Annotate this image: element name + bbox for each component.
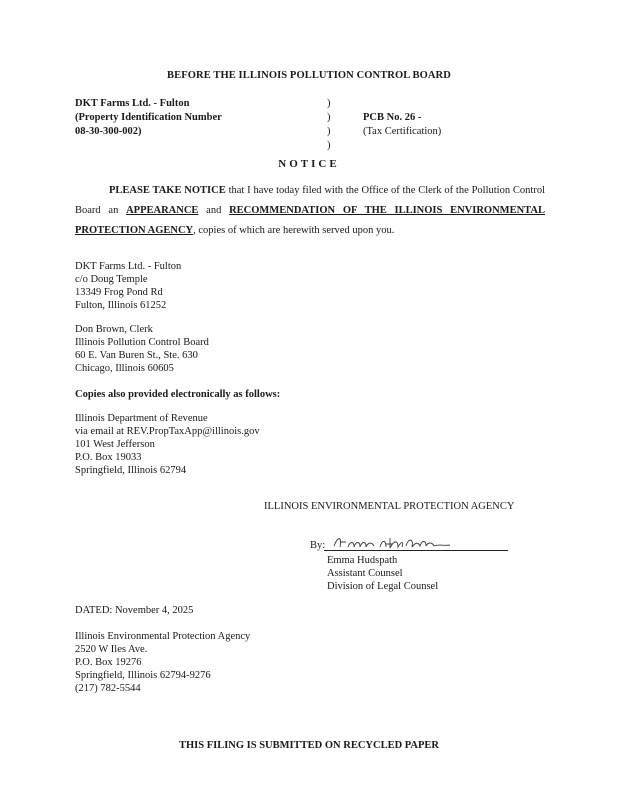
address-line: Illinois Environmental Protection Agency (75, 631, 251, 642)
caption-paren: ) (327, 126, 331, 137)
address-line: Fulton, Illinois 61252 (75, 300, 167, 311)
dated-line: DATED: November 4, 2025 (75, 605, 194, 616)
notice-and: and (198, 205, 230, 216)
notice-lead: PLEASE TAKE NOTICE (109, 185, 226, 196)
address-line: 2520 W Iles Ave. (75, 644, 148, 655)
address-line: (217) 782-5544 (75, 683, 141, 694)
board-heading: BEFORE THE ILLINOIS POLLUTION CONTROL BOARD (167, 70, 451, 81)
address-line: Springfield, Illinois 62794 (75, 465, 187, 476)
signer-line: Emma Hudspath (327, 555, 398, 566)
caption-case-info (363, 111, 441, 139)
address-line: Chicago, Illinois 60605 (75, 363, 174, 374)
signer-block (327, 554, 438, 593)
address-line: 60 E. Van Buren St., Ste. 630 (75, 350, 198, 361)
address-line: Illinois Department of Revenue (75, 413, 208, 424)
copies-heading: Copies also provided electronically as follows: (75, 389, 281, 400)
caption-party-line: DKT Farms Ltd. - Fulton (75, 98, 190, 109)
notice-title: NOTICE (278, 158, 340, 170)
recipient-address (75, 260, 181, 312)
signer-line: Assistant Counsel (327, 568, 403, 579)
case-number: PCB No. 26 - (363, 112, 422, 123)
caption-party-line: 08-30-300-002) (75, 126, 142, 137)
address-line: Don Brown, Clerk (75, 324, 153, 335)
case-type: (Tax Certification) (363, 126, 442, 137)
address-line: DKT Farms Ltd. - Fulton (75, 261, 182, 272)
sender-address (75, 630, 250, 695)
recycled-paper-footer: THIS FILING IS SUBMITTED ON RECYCLED PAPER (178, 740, 440, 751)
clerk-address (75, 323, 209, 375)
address-line: Springfield, Illinois 62794-9276 (75, 670, 211, 681)
address-line: Illinois Pollution Control Board (75, 337, 209, 348)
caption-paren: ) (327, 112, 331, 123)
notice-text-end: , copies of which are herewith served upon you. (193, 225, 395, 236)
notice-paragraph (75, 181, 545, 241)
notice-text: that I have today filed with the Office of the Clerk of the Pollution Control Board an (75, 185, 546, 216)
caption-paren: ) (327, 98, 331, 109)
agency-name: ILLINOIS ENVIRONMENTAL PROTECTION AGENCY (264, 501, 515, 512)
recommendation-title: RECOMMENDATION OF THE ILLINOIS ENVIRONMENTAL PROTECTION AGENCY (75, 205, 545, 236)
by-label: By: (310, 540, 326, 551)
appearance-title: APPEARANCE (126, 205, 199, 216)
signature-line (324, 550, 508, 551)
caption-paren: ) (327, 140, 331, 151)
address-line: c/o Doug Temple (75, 274, 148, 285)
address-line: P.O. Box 19033 (75, 452, 142, 463)
revenue-address (75, 412, 260, 477)
address-line: 101 West Jefferson (75, 439, 155, 450)
address-line: P.O. Box 19276 (75, 657, 142, 668)
caption-parentheses (327, 97, 331, 153)
caption-party-line: (Property Identification Number (75, 112, 222, 123)
caption-party (75, 97, 222, 139)
signer-line: Division of Legal Counsel (327, 581, 439, 592)
address-line: 13349 Frog Pond Rd (75, 287, 163, 298)
address-line: via email at REV.PropTaxApp@illinois.gov (75, 426, 260, 437)
